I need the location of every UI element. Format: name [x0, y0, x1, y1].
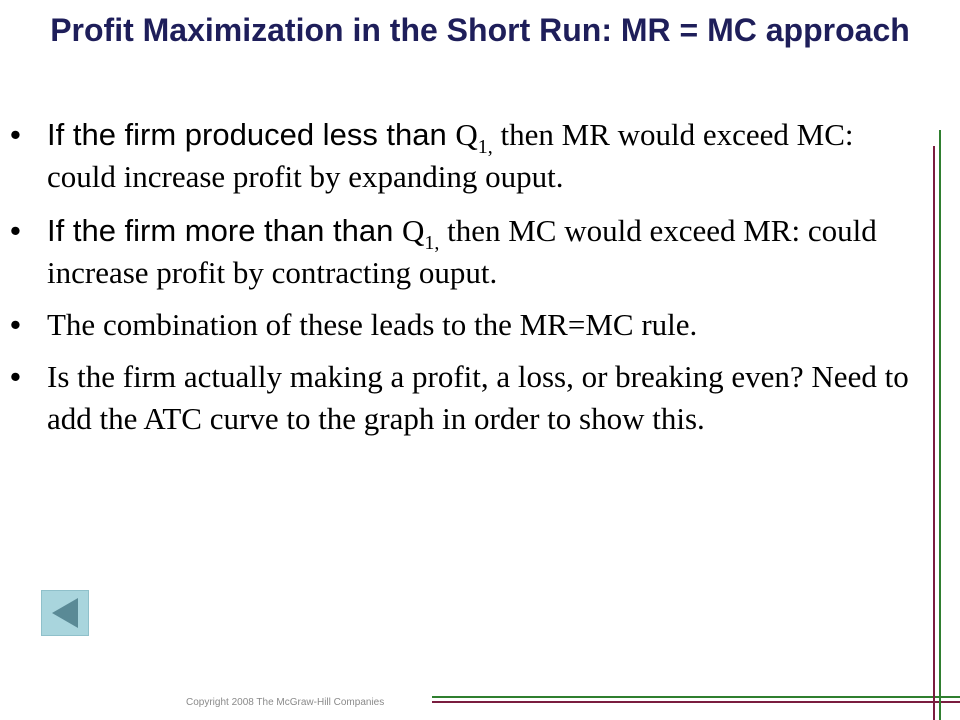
frame-line-vertical-green — [939, 130, 941, 720]
bullet-list — [0, 114, 930, 440]
quantity-symbol: Q — [455, 117, 478, 152]
bullet-text-sans: If the firm more than than — [47, 213, 402, 248]
bullet-item — [0, 304, 930, 346]
frame-line-vertical-maroon — [933, 146, 935, 720]
bullet-text-sans: If the firm produced less than — [47, 117, 456, 152]
quantity-symbol: Q — [401, 213, 425, 248]
bullet-text-serif: then MC would exceed MR: could increase profit by contracting ouput. — [47, 213, 877, 290]
bullet-marker: • — [10, 117, 21, 152]
bullet-item — [0, 210, 930, 294]
copyright-notice: Copyright 2008 The McGraw-Hill Companies — [186, 697, 385, 708]
back-triangle-icon — [42, 591, 88, 635]
bullet-text-serif: The combination of these leads to the MR=MC rule. — [47, 307, 698, 342]
bullet-text-serif: Is the firm actually making a profit, a loss, or breaking even? Need to add the ATC curve to the graph in order to show this. — [47, 359, 909, 436]
quantity-subscript: 1, — [477, 136, 493, 158]
slide-title: Profit Maximization in the Short Run: MR = MC approach — [50, 12, 910, 48]
frame-line-horizontal-green — [432, 696, 960, 698]
bullet-text-serif: then MR would exceed MC: could increase profit by expanding ouput. — [47, 117, 854, 194]
quantity-subscript: 1, — [424, 232, 440, 254]
back-button[interactable] — [41, 590, 89, 636]
bullet-marker: • — [10, 359, 21, 394]
bullet-item — [0, 356, 930, 440]
bullet-marker: • — [10, 213, 21, 248]
bullet-marker: • — [10, 307, 21, 342]
frame-line-horizontal-maroon — [432, 701, 960, 703]
bullet-item — [0, 114, 930, 198]
